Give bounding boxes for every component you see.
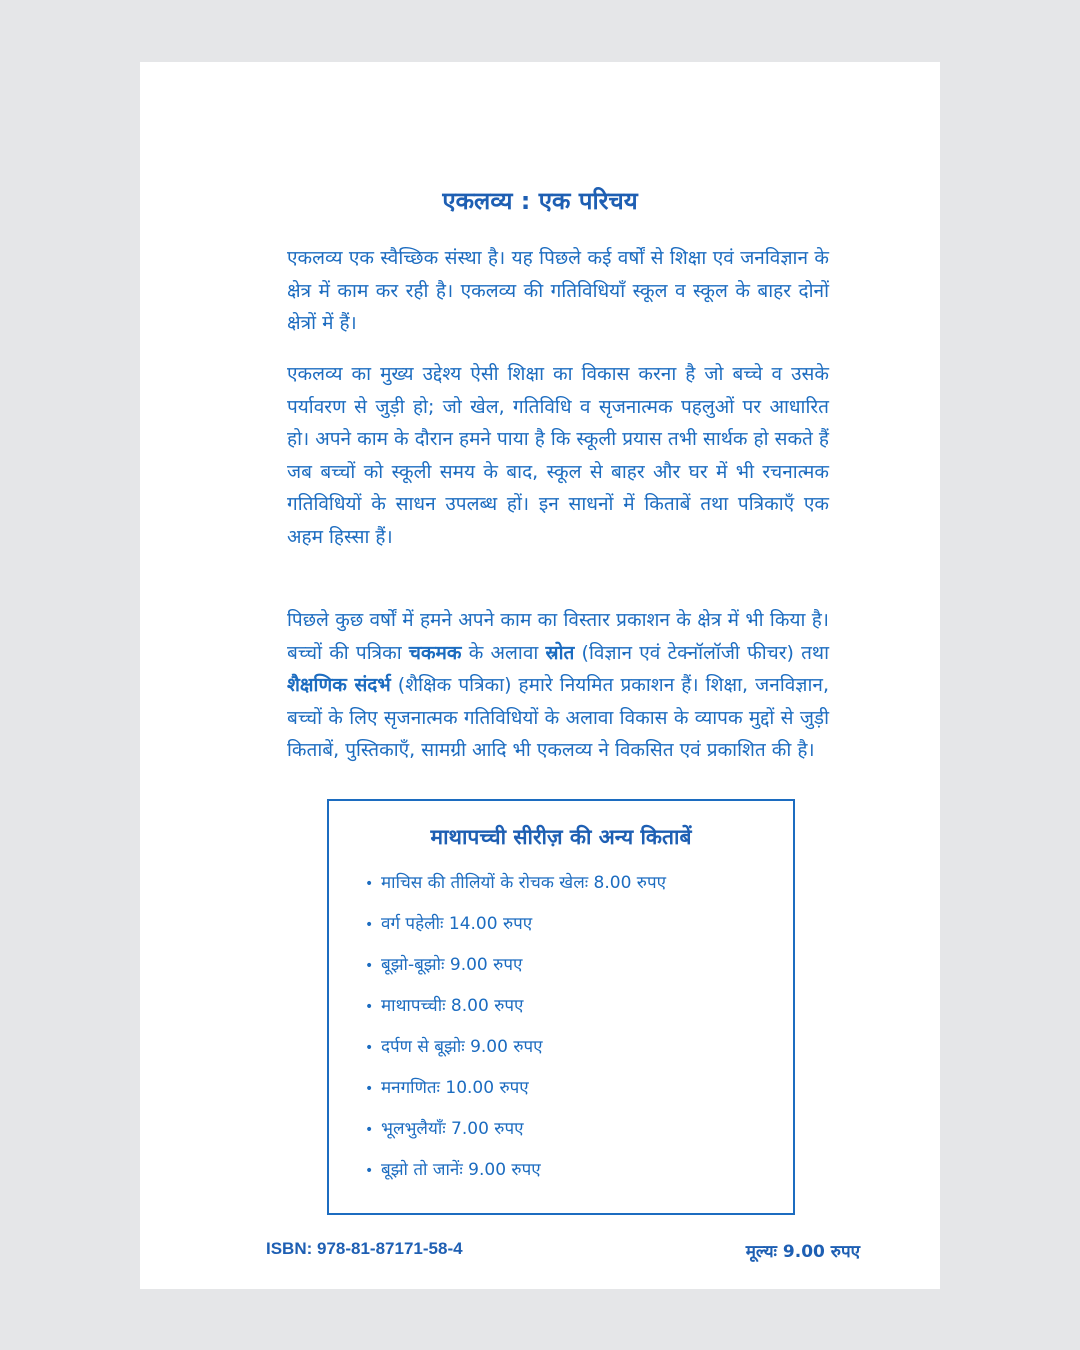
paragraph-3-text: पिछले कुछ वर्षों में हमने अपने काम का विस्तार प्रकाशन के क्षेत्र में भी किया है। बच्चों की पत्रिका	[287, 609, 829, 664]
series-book-list	[365, 863, 666, 1191]
list-item	[365, 904, 666, 945]
book-entry: माथापच्चीः 8.00 रुपए	[381, 996, 524, 1016]
list-item	[365, 1150, 666, 1191]
list-item	[365, 1068, 666, 1109]
paragraph-3-text: (शैक्षिक पत्रिका) हमारे नियमित प्रकाशन हैं। शिक्षा, जनविज्ञान, बच्चों के लिए सृजनात्मक गतिविधियों के अलावा विकास के व्यापक मुद्दों से जुड़ी किताबें, पुस्तिकाएँ, सामग्री आदि भी एकलव्य ने विकसित एवं प्रकाशित की है।	[287, 674, 829, 761]
book-entry: वर्ग पहेलीः 14.00 रुपए	[381, 914, 533, 934]
list-item	[365, 945, 666, 986]
page-title: एकलव्य : एक परिचय	[442, 187, 638, 215]
bullet-icon: •	[365, 917, 374, 933]
list-item	[365, 1027, 666, 1068]
book-entry: भूलभुलैयाँः 7.00 रुपए	[381, 1119, 524, 1139]
intro-paragraph-3	[287, 604, 829, 767]
book-entry: माचिस की तीलियों के रोचक खेलः 8.00 रुपए	[381, 873, 667, 893]
bullet-icon: •	[365, 1081, 374, 1097]
bullet-icon: •	[365, 958, 374, 974]
book-entry: बूझो तो जानेंः 9.00 रुपए	[381, 1160, 541, 1180]
shaikshanik-sandarbh-title: शैक्षणिक संदर्भ	[287, 674, 391, 696]
intro-paragraph-1: एकलव्य एक स्वैच्छिक संस्था है। यह पिछले कई वर्षों से शिक्षा एवं जनविज्ञान के क्षेत्र में काम कर रही है। एकलव्य की गतिविधियाँ स्कूल व स्कूल के बाहर दोनों क्षेत्रों में हैं।	[287, 247, 829, 334]
bullet-icon: •	[365, 1122, 374, 1138]
bullet-icon: •	[365, 1163, 374, 1179]
bullet-icon: •	[365, 876, 374, 892]
bullet-icon: •	[365, 999, 374, 1015]
list-item	[365, 986, 666, 1027]
intro-paragraph-2: एकलव्य का मुख्य उद्देश्य ऐसी शिक्षा का विकास करना है जो बच्चे व उसके पर्यावरण से जुड़ी हो; जो खेल, गतिविधि व सृजनात्मक पहलुओं पर आधारित हो। अपने काम के दौरान हमने पाया है कि स्कूली प्रयास तभी सार्थक हो सकते हैं जब बच्चों को स्कूली समय के बाद, स्कूल से बाहर और घर में भी रचनात्मक गतिविधियों के साधन उपलब्ध हों। इन साधनों में किताबें तथा पत्रिकाएँ एक अहम हिस्सा हैं।	[287, 363, 829, 548]
isbn-label: ISBN: 978-81-87171-58-4	[266, 1239, 463, 1258]
series-box-title: माथापच्ची सीरीज़ की अन्य किताबें	[430, 825, 692, 849]
list-item	[365, 863, 666, 904]
bullet-icon: •	[365, 1040, 374, 1056]
chakmak-title: चकमक	[408, 641, 462, 664]
book-page	[140, 62, 940, 1289]
paragraph-3-text: के अलावा	[461, 641, 546, 664]
series-books-box	[327, 799, 795, 1215]
book-entry: मनगणितः 10.00 रुपए	[381, 1078, 529, 1098]
book-entry: दर्पण से बूझोः 9.00 रुपए	[381, 1037, 543, 1057]
srot-title: स्रोत	[545, 641, 575, 664]
price-label: मूल्यः 9.00 रुपए	[745, 1242, 860, 1262]
paragraph-3-text: (विज्ञान एवं टेक्नॉलॉजी फीचर) तथा	[574, 641, 829, 664]
book-entry: बूझो-बूझोः 9.00 रुपए	[381, 955, 523, 975]
list-item	[365, 1109, 666, 1150]
